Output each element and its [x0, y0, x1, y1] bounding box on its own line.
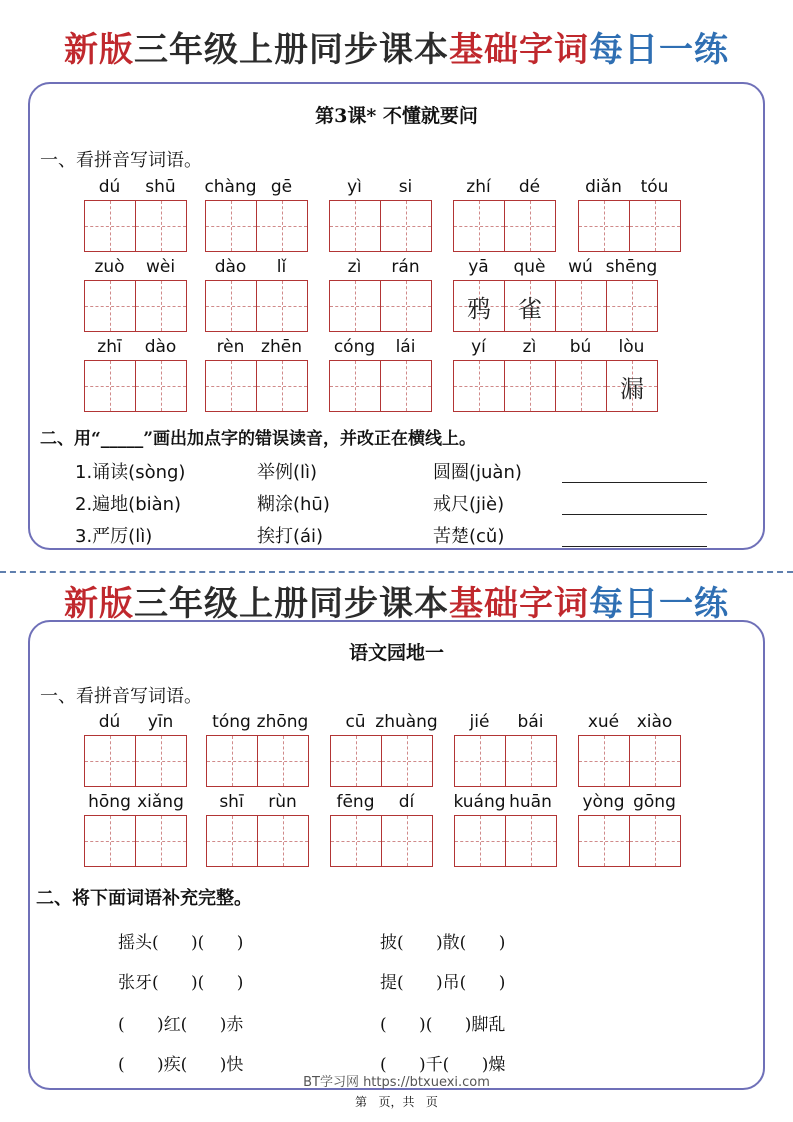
lesson2-writing-box[interactable] — [578, 815, 630, 867]
lesson2-writing-box[interactable] — [135, 735, 187, 787]
lesson2-writing-box[interactable] — [381, 735, 433, 787]
lesson1-writing-box[interactable] — [380, 200, 432, 252]
lesson2-writing-box[interactable] — [257, 815, 309, 867]
answer-line[interactable] — [562, 482, 707, 483]
fill-in-item[interactable]: ( )( )脚乱 — [380, 1015, 506, 1035]
lesson1-pinyin: gē — [270, 177, 293, 197]
lesson1-writing-box[interactable] — [453, 200, 505, 252]
lesson2-pinyin: xiǎng — [137, 792, 184, 812]
answer-line[interactable] — [562, 514, 707, 515]
section-2-title-lesson-1: 二、用“_____”画出加点字的错误读音，并改正在横线上。 — [40, 429, 477, 449]
fill-in-item[interactable]: ( )疾( )快 — [118, 1055, 244, 1075]
section-1-title-lesson-2: 一、看拼音写词语。 — [40, 686, 202, 707]
fill-in-item[interactable]: 披( )散( ) — [380, 933, 506, 953]
lesson1-writing-box[interactable] — [606, 360, 658, 412]
fill-in-item[interactable]: ( )红( )赤 — [118, 1015, 244, 1035]
lesson1-pinyin: zhī — [97, 337, 122, 357]
pronunciation-item: 苦楚(cǔ) — [433, 526, 505, 547]
lesson1-writing-box[interactable] — [205, 200, 257, 252]
lesson2-pinyin: shī — [219, 792, 244, 812]
header-banner-top — [0, 22, 793, 71]
lesson2-pinyin: fēng — [336, 792, 375, 812]
lesson2-pinyin: yòng — [582, 792, 625, 812]
lesson1-pinyin: lǐ — [276, 257, 287, 277]
lesson1-given-char: 鸦 — [467, 294, 491, 323]
lesson1-writing-box[interactable] — [84, 360, 136, 412]
lesson1-given-char: 雀 — [518, 294, 542, 323]
lesson1-pinyin: què — [513, 257, 546, 277]
lesson1-writing-box[interactable] — [205, 360, 257, 412]
lesson2-pinyin: kuáng — [453, 792, 506, 812]
lesson1-pinyin: lái — [395, 337, 416, 357]
lesson1-writing-box[interactable] — [135, 280, 187, 332]
lesson2-writing-box[interactable] — [135, 815, 187, 867]
fill-in-item[interactable]: 提( )吊( ) — [380, 973, 506, 993]
fill-in-item[interactable]: 张牙( )( ) — [118, 973, 244, 993]
lesson1-writing-box[interactable] — [135, 200, 187, 252]
lesson2-pinyin: cū — [345, 712, 366, 732]
lesson1-pinyin: wèi — [145, 257, 176, 277]
lesson1-writing-box[interactable] — [84, 200, 136, 252]
lesson1-writing-box[interactable] — [555, 360, 607, 412]
lesson2-pinyin: gōng — [633, 792, 676, 812]
lesson1-pinyin: dào — [214, 257, 247, 277]
lesson1-pinyin: yì — [347, 177, 362, 197]
lesson1-writing-box[interactable] — [84, 280, 136, 332]
lesson2-writing-box[interactable] — [505, 735, 557, 787]
pronunciation-item: 3.严厉(lì) — [75, 526, 153, 547]
lesson1-pinyin: dú — [98, 177, 121, 197]
lesson1-writing-box[interactable] — [453, 280, 505, 332]
page-number: 第 页，共 页 — [355, 1095, 438, 1109]
lesson1-writing-box[interactable] — [504, 200, 556, 252]
lesson1-pinyin: tóu — [640, 177, 669, 197]
banner-part-3: 每日一练 — [589, 584, 729, 624]
lesson1-pinyin: bú — [569, 337, 592, 357]
lesson2-pinyin: hōng — [88, 792, 131, 812]
answer-line[interactable] — [562, 546, 707, 547]
lesson1-writing-box[interactable] — [205, 280, 257, 332]
lesson1-writing-box[interactable] — [329, 280, 381, 332]
lesson1-writing-box[interactable] — [504, 360, 556, 412]
lesson1-pinyin: rèn — [216, 337, 245, 357]
cut-line — [0, 571, 793, 573]
header-banner-bottom — [0, 576, 793, 625]
lesson1-pinyin: dào — [144, 337, 177, 357]
lesson2-pinyin: tóng — [212, 712, 251, 732]
banner-part-1: 三年级上册同步课本 — [134, 584, 449, 624]
lesson2-writing-box[interactable] — [578, 735, 630, 787]
lesson2-pinyin: zhuàng — [375, 712, 438, 732]
lesson1-pinyin: yí — [471, 337, 486, 357]
lesson2-writing-box[interactable] — [505, 815, 557, 867]
lesson2-writing-box[interactable] — [381, 815, 433, 867]
pronunciation-item: 挨打(ái) — [257, 526, 324, 547]
lesson2-pinyin: jié — [469, 712, 490, 732]
pronunciation-item: 糊涂(hū) — [257, 494, 330, 515]
lesson1-pinyin: rán — [391, 257, 420, 277]
banner-part-3: 每日一练 — [589, 30, 729, 70]
watermark: BT学习网 https://btxuexi.com — [303, 1075, 490, 1090]
lesson1-pinyin: zhēn — [261, 337, 302, 357]
banner-part-2: 基础字词 — [449, 30, 589, 70]
lesson2-writing-box[interactable] — [84, 815, 136, 867]
lesson1-writing-box[interactable] — [555, 280, 607, 332]
lesson2-writing-box[interactable] — [629, 735, 681, 787]
fill-in-item[interactable]: ( )千( )燥 — [380, 1055, 506, 1075]
lesson2-writing-box[interactable] — [454, 815, 506, 867]
lesson1-writing-box[interactable] — [606, 280, 658, 332]
lesson1-writing-box[interactable] — [453, 360, 505, 412]
lesson2-writing-box[interactable] — [206, 815, 258, 867]
lesson1-pinyin: zuò — [94, 257, 125, 277]
lesson1-writing-box[interactable] — [629, 200, 681, 252]
lesson1-pinyin: si — [398, 177, 413, 197]
pronunciation-item: 圆圈(juàn) — [433, 462, 522, 483]
lesson1-pinyin: shū — [145, 177, 176, 197]
lesson1-writing-box[interactable] — [504, 280, 556, 332]
lesson2-pinyin: huān — [509, 792, 552, 812]
banner-part-0: 新版 — [64, 30, 134, 70]
lesson2-pinyin: bái — [517, 712, 544, 732]
lesson2-pinyin: xué — [587, 712, 620, 732]
banner-part-1: 三年级上册同步课本 — [134, 30, 449, 70]
pronunciation-item: 1.诵读(sòng) — [75, 462, 186, 483]
banner-part-0: 新版 — [64, 584, 134, 624]
lesson2-writing-box[interactable] — [330, 735, 382, 787]
lesson1-pinyin: zhí — [466, 177, 491, 197]
banner-part-2: 基础字词 — [449, 584, 589, 624]
pronunciation-item: 2.遍地(biàn) — [75, 494, 182, 515]
lesson1-writing-box[interactable] — [256, 200, 308, 252]
lesson1-given-char: 漏 — [620, 374, 644, 403]
lesson1-writing-box[interactable] — [256, 280, 308, 332]
lesson2-pinyin: dí — [398, 792, 415, 812]
section-1-title-lesson-1: 一、看拼音写词语。 — [40, 150, 202, 171]
lesson1-writing-box[interactable] — [380, 280, 432, 332]
lesson2-writing-box[interactable] — [84, 735, 136, 787]
fill-in-item[interactable]: 摇头( )( ) — [118, 933, 244, 953]
lesson2-writing-box[interactable] — [629, 815, 681, 867]
lesson1-pinyin: zì — [347, 257, 362, 277]
lesson2-pinyin: yīn — [147, 712, 174, 732]
lesson2-writing-box[interactable] — [206, 735, 258, 787]
lesson1-pinyin: shēng — [605, 257, 658, 277]
lesson1-pinyin: chàng — [204, 177, 257, 197]
lesson1-writing-box[interactable] — [329, 200, 381, 252]
lesson1-pinyin: zì — [522, 337, 537, 357]
section-2-title-lesson-2: 二、将下面词语补充完整。 — [36, 888, 252, 909]
lesson1-pinyin: yā — [468, 257, 489, 277]
lesson1-pinyin: wú — [568, 257, 593, 277]
lesson2-writing-box[interactable] — [454, 735, 506, 787]
lesson2-pinyin: xiào — [636, 712, 673, 732]
lesson1-pinyin: cóng — [333, 337, 376, 357]
lesson2-pinyin: dú — [98, 712, 121, 732]
lesson2-pinyin: zhōng — [256, 712, 309, 732]
lesson1-pinyin: diǎn — [585, 177, 622, 197]
lesson2-writing-box[interactable] — [330, 815, 382, 867]
lesson1-writing-box[interactable] — [329, 360, 381, 412]
lesson2-writing-box[interactable] — [257, 735, 309, 787]
lesson1-pinyin: lòu — [618, 337, 645, 357]
pronunciation-item: 戒尺(jiè) — [433, 494, 505, 515]
lesson2-pinyin: rùn — [268, 792, 297, 812]
lesson1-pinyin: dé — [518, 177, 541, 197]
lesson1-writing-box[interactable] — [578, 200, 630, 252]
lesson-title-2: 语文园地一 — [348, 642, 444, 664]
pronunciation-item: 举例(lì) — [257, 462, 318, 483]
lesson1-writing-box[interactable] — [380, 360, 432, 412]
lesson1-writing-box[interactable] — [135, 360, 187, 412]
lesson1-writing-box[interactable] — [256, 360, 308, 412]
lesson-title-1: 第3课* 不懂就要问 — [315, 105, 478, 127]
